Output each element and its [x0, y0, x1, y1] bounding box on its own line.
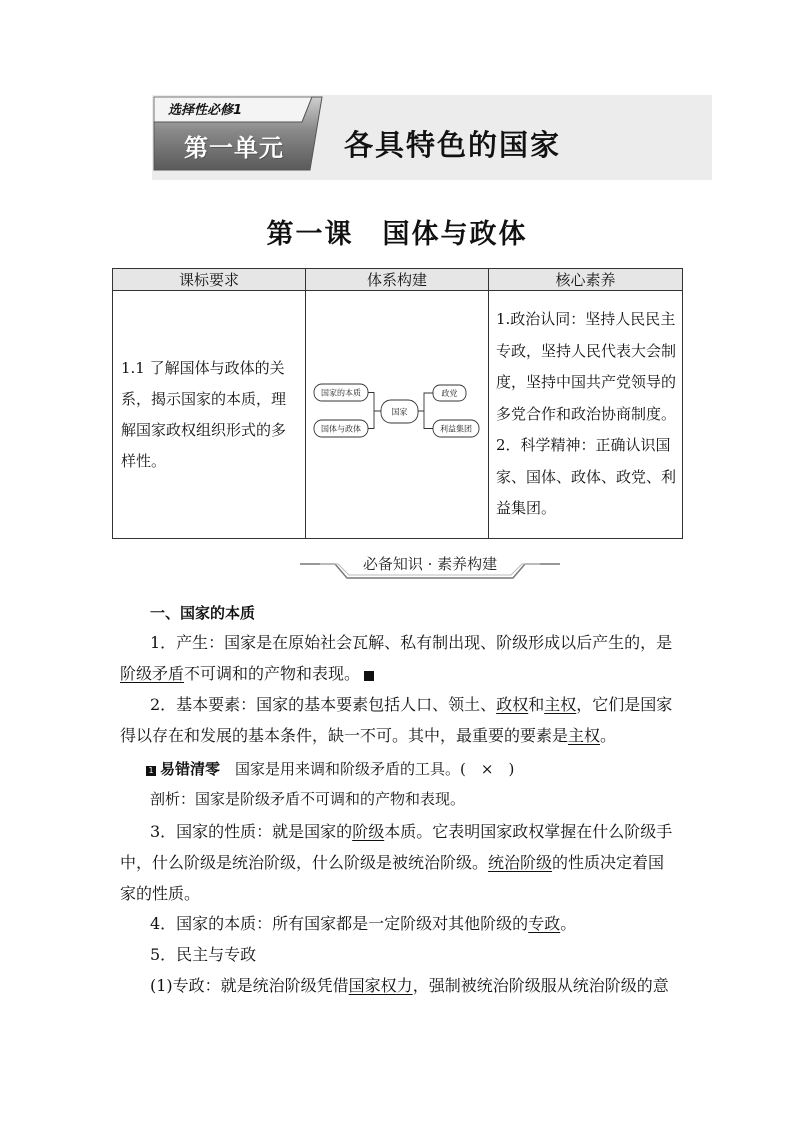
overview-table: [112, 268, 683, 539]
error-marker-icon: 1: [364, 671, 374, 681]
fill-blank-answer: 阶级矛盾: [120, 664, 185, 683]
error-marker-icon: 1: [146, 766, 156, 776]
text-fragment: ，它们是国家得以存在和发展的基本条件，缺一不可。其中，最重要的要素是: [120, 695, 673, 745]
text-fragment: 1．产生：国家是在原始社会瓦解、私有制出现、阶级形成以后产生的，是: [150, 633, 673, 652]
paragraph-nature: [120, 816, 680, 909]
paragraph-essence: [120, 908, 680, 939]
lesson-title: 第一课 国体与政体: [266, 219, 528, 250]
node-party-label: 政党: [441, 389, 458, 398]
text-fragment: (1)专政：就是统治阶级凭借: [150, 976, 349, 995]
node-essence-label: 国家的本质: [321, 388, 361, 398]
node-interest-groups-label: 利益集团: [440, 424, 472, 434]
section-divider-label: 必备知识 · 素养构建: [362, 555, 498, 573]
section-heading: 一、国家的本质: [150, 604, 256, 622]
fill-blank-answer: 专政: [528, 914, 561, 933]
unit-banner: [152, 95, 712, 180]
fill-blank-answer: 政权: [496, 695, 529, 714]
unit-title: 各具特色的国家: [344, 128, 562, 162]
diagram-cell: [306, 291, 489, 539]
tip-text: 国家是用来调和阶级矛盾的工具。( × ): [220, 760, 515, 778]
text-fragment: 。: [600, 726, 617, 745]
header-requirements: 课标要求: [113, 269, 306, 291]
table-body-row: [113, 291, 683, 539]
text-fragment: ，强制被统治阶级服从统治阶级的意: [412, 976, 669, 995]
fill-blank-answer: 主权: [544, 695, 577, 714]
table-header-row: [113, 269, 683, 291]
fill-blank-answer: 阶级: [352, 822, 385, 841]
header-structure: 体系构建: [306, 269, 489, 291]
node-state-label: 国家: [391, 407, 408, 417]
text-fragment: 2．基本要素：国家的基本要素包括人口、领土、: [150, 695, 497, 714]
text-fragment: 。: [560, 914, 577, 933]
structure-diagram: [306, 291, 489, 538]
left-bracket: [368, 393, 381, 429]
paragraph-origin: [120, 627, 680, 689]
core-cell: [489, 291, 683, 539]
paragraph-dictatorship: [120, 970, 700, 1001]
tip-analysis: 剖析：国家是阶级矛盾不可调和的产物和表现。: [150, 790, 466, 808]
text-fragment: 4．国家的本质：所有国家都是一定阶级对其他阶级的: [150, 914, 529, 933]
text-fragment: 本质。它表明国家政权掌握在什么阶级手中，什么阶级是统治阶级，什么阶级是被统治阶级。: [120, 822, 673, 872]
text-fragment: 不可调和的产物和表现。: [184, 664, 361, 683]
node-regime-label: 国体与政体: [321, 424, 361, 434]
requirement-cell: [113, 291, 306, 539]
right-bracket: [418, 393, 433, 429]
core-item-2: 2．科学精神：正确认识国家、国体、政体、政党、利益集团。: [496, 436, 677, 518]
text-fragment: 3．国家的性质：就是国家的: [150, 822, 353, 841]
fill-blank-answer: 统治阶级: [488, 853, 553, 872]
core-item-1: 1.政治认同：坚持人民民主专政，坚持人民代表大会制度，坚持中国共产党领导的多党合作和政治协商制度。: [496, 310, 677, 423]
fill-blank-answer: 国家权力: [348, 976, 413, 995]
paragraph-democracy-heading: 5．民主与专政: [150, 945, 257, 964]
tip-line: [146, 754, 686, 785]
header-core: 核心素养: [489, 269, 683, 291]
text-fragment: 和: [528, 695, 545, 714]
requirement-text: 1.1 了解国体与政体的关系，揭示国家的本质，理解国家政权组织形式的多样性。: [121, 358, 287, 470]
paragraph-elements: [120, 689, 680, 751]
series-label: 选择性必修1: [168, 103, 243, 118]
fill-blank-answer: 主权: [568, 726, 601, 745]
text-fragment: 的性质决定着国家的性质。: [120, 853, 665, 903]
tip-label: 易错清零: [160, 760, 221, 778]
unit-label: 第一单元: [184, 134, 284, 162]
